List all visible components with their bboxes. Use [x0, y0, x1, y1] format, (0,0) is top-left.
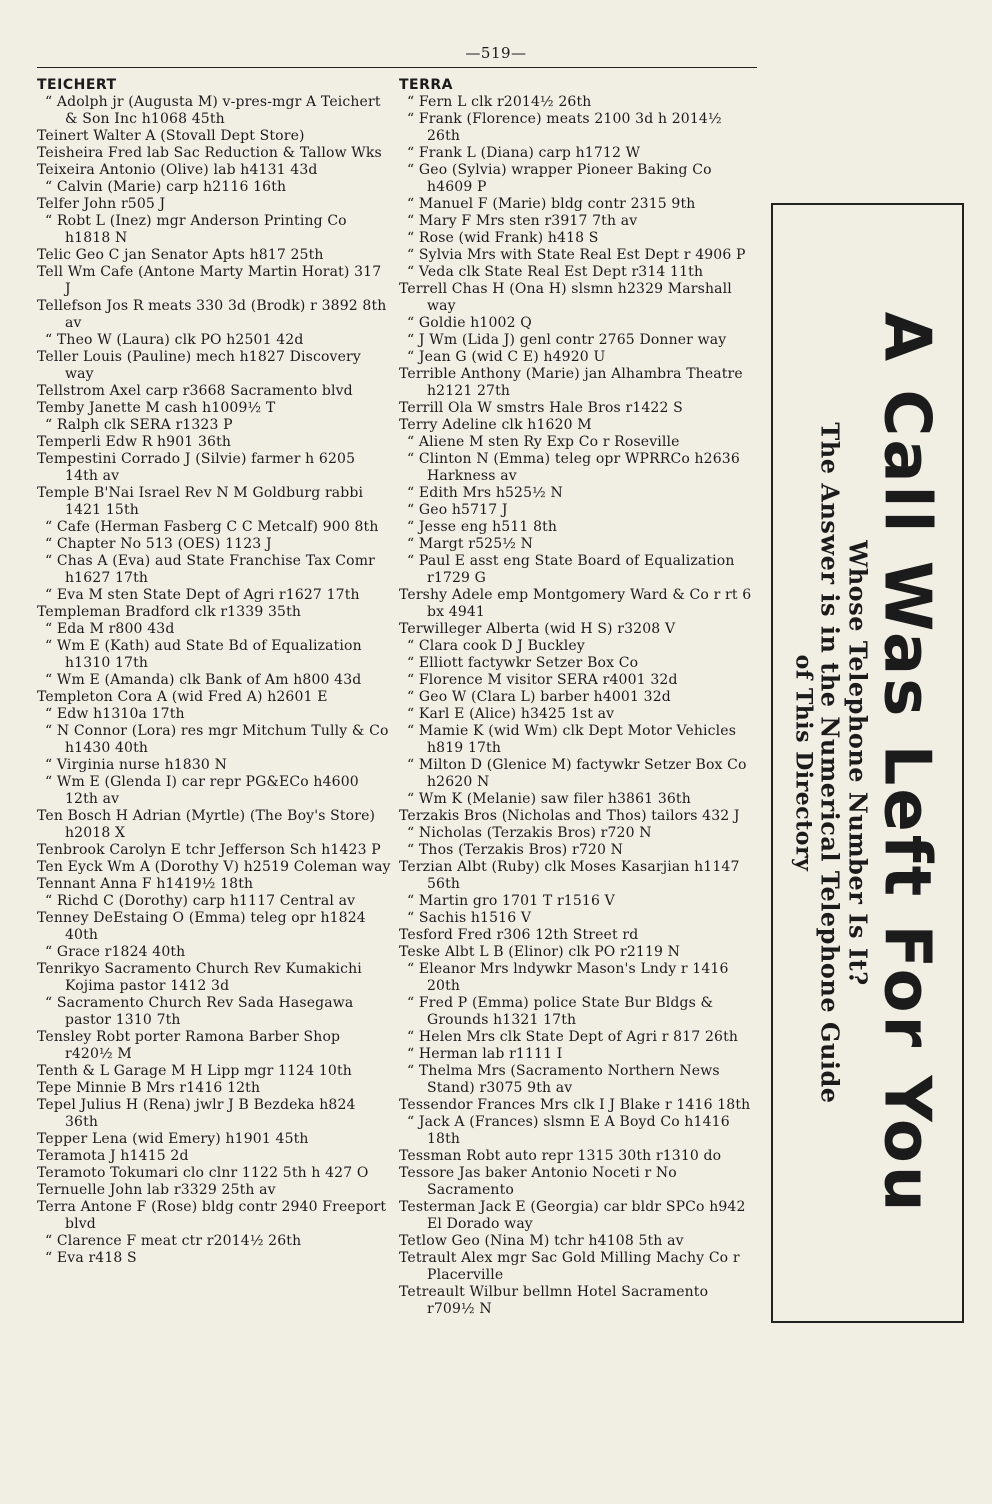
directory-entry: “ Mamie K (wid Wm) clk Dept Motor Vehicles h819 17th	[399, 723, 753, 757]
page-number: —519—	[465, 44, 527, 62]
directory-entry: “ Eda M r800 43d	[37, 621, 391, 638]
directory-entry: “ Nicholas (Terzakis Bros) r720 N	[399, 825, 753, 842]
directory-entry: Ten Eyck Wm A (Dorothy V) h2519 Coleman way	[37, 859, 391, 875]
directory-entry: “ Veda clk State Real Est Dept r314 11th	[399, 264, 753, 281]
directory-entry: “ Frank (Florence) meats 2100 3d h 2014½ 26th	[399, 111, 753, 145]
directory-entry: “ Clarence F meat ctr r2014½ 26th	[37, 1233, 391, 1250]
directory-entry: “ Jesse eng h511 8th	[399, 519, 753, 536]
directory-entry: “ Frank L (Diana) carp h1712 W	[399, 145, 753, 162]
directory-entry: “ Helen Mrs clk State Dept of Agri r 817 26th	[399, 1029, 753, 1046]
directory-entry: Tenney DeEstaing O (Emma) teleg opr h1824 40th	[37, 910, 366, 943]
advertisement-box	[771, 203, 964, 1323]
directory-entry: Telfer John r505 J	[37, 196, 166, 212]
directory-entry: Ternuelle John lab r3329 25th av	[37, 1182, 276, 1198]
directory-entry: Tell Wm Cafe (Antone Marty Martin Horat) 317 J	[37, 264, 382, 297]
directory-entry: “ Herman lab r1111 I	[399, 1046, 753, 1063]
directory-entry: Tellstrom Axel carp r3668 Sacramento blvd	[37, 383, 353, 399]
directory-entry: Tetlow Geo (Nina M) tchr h4108 5th av	[399, 1233, 684, 1249]
directory-entry: “ Karl E (Alice) h3425 1st av	[399, 706, 753, 723]
directory-entry: “ Eva r418 S	[37, 1250, 391, 1267]
directory-entry: Tennant Anna F h1419½ 18th	[37, 876, 254, 892]
directory-entry: Tershy Adele emp Montgomery Ward & Co r rt 6 bx 4941	[399, 587, 752, 620]
directory-entry: “ Martin gro 1701 T r1516 V	[399, 893, 753, 910]
directory-entry: “ J Wm (Lida J) genl contr 2765 Donner way	[399, 332, 753, 349]
directory-entry: “ Florence M visitor SERA r4001 32d	[399, 672, 753, 689]
directory-entry: Terry Adeline clk h1620 M	[399, 417, 592, 433]
directory-entry: “ Adolph jr (Augusta M) v-pres-mgr A Teichert & Son Inc h1068 45th	[37, 94, 391, 128]
directory-entry: Terra Antone F (Rose) bldg contr 2940 Freeport blvd	[37, 1199, 387, 1232]
column-heading: TEICHERT	[37, 77, 117, 93]
directory-entry: Terzakis Bros (Nicholas and Thos) tailors 432 J	[399, 808, 740, 824]
directory-entry: Tessendor Frances Mrs clk I J Blake r 1416 18th	[399, 1097, 751, 1113]
directory-entry: Teramota J h1415 2d	[37, 1148, 189, 1164]
directory-entry: “ Margt r525½ N	[399, 536, 753, 553]
directory-entry: Tepper Lena (wid Emery) h1901 45th	[37, 1131, 309, 1147]
directory-entry: “ Theo W (Laura) clk PO h2501 42d	[37, 332, 391, 349]
directory-entry: Teramoto Tokumari clo clnr 1122 5th h 427 O	[37, 1165, 369, 1181]
directory-entry: “ Cafe (Herman Fasberg C C Metcalf) 900 8th	[37, 519, 391, 536]
directory-entry: “ Fern L clk r2014½ 26th	[399, 94, 753, 111]
directory-entry: “ Wm E (Amanda) clk Bank of Am h800 43d	[37, 672, 391, 689]
directory-entry: Tetrault Alex mgr Sac Gold Milling Machy Co r Placerville	[399, 1250, 740, 1283]
directory-entry: Temple B'Nai Israel Rev N M Goldburg rabbi 1421 15th	[37, 485, 364, 518]
directory-entry: “ Eva M sten State Dept of Agri r1627 17th	[37, 587, 391, 604]
directory-entry: Ten Bosch H Adrian (Myrtle) (The Boy's Store) h2018 X	[37, 808, 376, 841]
directory-entry: “ Thelma Mrs (Sacramento Northern News Stand) r3075 9th av	[399, 1063, 753, 1097]
directory-entry: Tessore Jas baker Antonio Noceti r No Sacramento	[399, 1165, 677, 1198]
ad-line-2: The Answer is in the Numerical Telephone Guide	[816, 422, 845, 1104]
directory-entry: “ Robt L (Inez) mgr Anderson Printing Co h1818 N	[37, 213, 391, 247]
directory-entry: “ Virginia nurse h1830 N	[37, 757, 391, 774]
directory-entry: Temby Janette M cash h1009½ T	[37, 400, 276, 416]
directory-entry: “ Fred P (Emma) police State Bur Bldgs & Grounds h1321 17th	[399, 995, 753, 1029]
header-rule	[37, 67, 757, 68]
directory-entry: Templeman Bradford clk r1339 35th	[37, 604, 302, 620]
directory-entry: “ Manuel F (Marie) bldg contr 2315 9th	[399, 196, 753, 213]
directory-entry: “ Richd C (Dorothy) carp h1117 Central av	[37, 893, 391, 910]
directory-entry: “ Ralph clk SERA r1323 P	[37, 417, 391, 434]
directory-entry: Terzian Albt (Ruby) clk Moses Kasarjian h1147 56th	[399, 859, 740, 892]
directory-entry: “ Geo (Sylvia) wrapper Pioneer Baking Co h4609 P	[399, 162, 753, 196]
directory-entry: Tenrikyo Sacramento Church Rev Kumakichi Kojima pastor 1412 3d	[37, 961, 362, 994]
ad-title: A Call Was Left For You	[870, 311, 944, 1215]
directory-entry: Telic Geo C jan Senator Apts h817 25th	[37, 247, 324, 263]
directory-entry: Tepel Julius H (Rena) jwlr J B Bezdeka h824 36th	[37, 1097, 356, 1130]
directory-entry: Teixeira Antonio (Olive) lab h4131 43d	[37, 162, 318, 178]
advertisement-content	[773, 223, 962, 1303]
directory-entry: “ Edith Mrs h525½ N	[399, 485, 753, 502]
directory-entry: “ Elliott factywkr Setzer Box Co	[399, 655, 753, 672]
left-entries	[37, 94, 391, 1267]
directory-entry: “ Grace r1824 40th	[37, 944, 391, 961]
directory-entry: Tensley Robt porter Ramona Barber Shop r420½ M	[37, 1029, 341, 1062]
directory-entry: “ Geo W (Clara L) barber h4001 32d	[399, 689, 753, 706]
directory-entry: “ Clara cook D J Buckley	[399, 638, 753, 655]
directory-entry: “ Thos (Terzakis Bros) r720 N	[399, 842, 753, 859]
middle-column	[399, 76, 753, 1318]
directory-entry: “ Chapter No 513 (OES) 1123 J	[37, 536, 391, 553]
directory-entry: “ Chas A (Eva) aud State Franchise Tax Comr h1627 17th	[37, 553, 391, 587]
directory-entry: “ Jack A (Frances) slsmn E A Boyd Co h1416 18th	[399, 1114, 753, 1148]
directory-entry: Teinert Walter A (Stovall Dept Store)	[37, 128, 305, 144]
directory-entry: Terrell Chas H (Ona H) slsmn h2329 Marshall way	[399, 281, 732, 314]
directory-entry: Tenbrook Carolyn E tchr Jefferson Sch h1423 P	[37, 842, 381, 858]
directory-entry: “ Paul E asst eng State Board of Equalization r1729 G	[399, 553, 753, 587]
directory-entry: Terrill Ola W smstrs Hale Bros r1422 S	[399, 400, 683, 416]
directory-entry: “ Clinton N (Emma) teleg opr WPRRCo h2636 Harkness av	[399, 451, 753, 485]
directory-entry: “ Mary F Mrs sten r3917 7th av	[399, 213, 753, 230]
directory-entry: “ Jean G (wid C E) h4920 U	[399, 349, 753, 366]
directory-entry: “ Geo h5717 J	[399, 502, 753, 519]
directory-entry: Tepe Minnie B Mrs r1416 12th	[37, 1080, 261, 1096]
directory-entry: “ Goldie h1002 Q	[399, 315, 753, 332]
directory-entry: Teske Albt L B (Elinor) clk PO r2119 N	[399, 944, 681, 960]
directory-entry: “ Sachis h1516 V	[399, 910, 753, 927]
directory-entry: Tellefson Jos R meats 330 3d (Brodk) r 3892 8th av	[37, 298, 387, 331]
directory-entry: “ Eleanor Mrs lndywkr Mason's Lndy r 1416 20th	[399, 961, 753, 995]
directory-entry: “ N Connor (Lora) res mgr Mitchum Tully & Co h1430 40th	[37, 723, 391, 757]
directory-entry: Tetreault Wilbur bellmn Hotel Sacramento r709½ N	[399, 1284, 709, 1317]
directory-entry: Tessman Robt auto repr 1315 30th r1310 do	[399, 1148, 722, 1164]
directory-entry: “ Edw h1310a 17th	[37, 706, 391, 723]
directory-entry: “ Aliene M sten Ry Exp Co r Roseville	[399, 434, 753, 451]
directory-entry: “ Sacramento Church Rev Sada Hasegawa pastor 1310 7th	[37, 995, 391, 1029]
directory-entry: Testerman Jack E (Georgia) car bldr SPCo h942 El Dorado way	[399, 1199, 746, 1232]
directory-entry: “ Wm E (Glenda I) car repr PG&ECo h4600 12th av	[37, 774, 391, 808]
directory-entry: “ Sylvia Mrs with State Real Est Dept r 4906 P	[399, 247, 753, 264]
ad-line-1: Whose Telephone Number Is It?	[844, 540, 873, 986]
directory-entry: Templeton Cora A (wid Fred A) h2601 E	[37, 689, 328, 705]
directory-entry: Tempestini Corrado J (Silvie) farmer h 6205 14th av	[37, 451, 356, 484]
directory-entry: Tesford Fred r306 12th Street rd	[399, 927, 639, 943]
directory-entry: “ Rose (wid Frank) h418 S	[399, 230, 753, 247]
directory-entry: Teller Louis (Pauline) mech h1827 Discovery way	[37, 349, 361, 382]
middle-entries	[399, 94, 753, 1318]
directory-entry: “ Milton D (Glenice M) factywkr Setzer Box Co h2620 N	[399, 757, 753, 791]
directory-entry: Temperli Edw R h901 36th	[37, 434, 232, 450]
ad-line-3: of This Directory	[791, 654, 817, 872]
directory-entry: Teisheira Fred lab Sac Reduction & Tallow Wks	[37, 145, 382, 161]
left-column	[37, 76, 391, 1267]
directory-entry: “ Wm E (Kath) aud State Bd of Equalization h1310 17th	[37, 638, 391, 672]
directory-entry: Terwilleger Alberta (wid H S) r3208 V	[399, 621, 676, 637]
column-heading: TERRA	[399, 77, 454, 93]
directory-entry: Tenth & L Garage M H Lipp mgr 1124 10th	[37, 1063, 352, 1079]
directory-entry: “ Calvin (Marie) carp h2116 16th	[37, 179, 391, 196]
directory-entry: Terrible Anthony (Marie) jan Alhambra Theatre h2121 27th	[399, 366, 743, 399]
directory-entry: “ Wm K (Melanie) saw filer h3861 36th	[399, 791, 753, 808]
